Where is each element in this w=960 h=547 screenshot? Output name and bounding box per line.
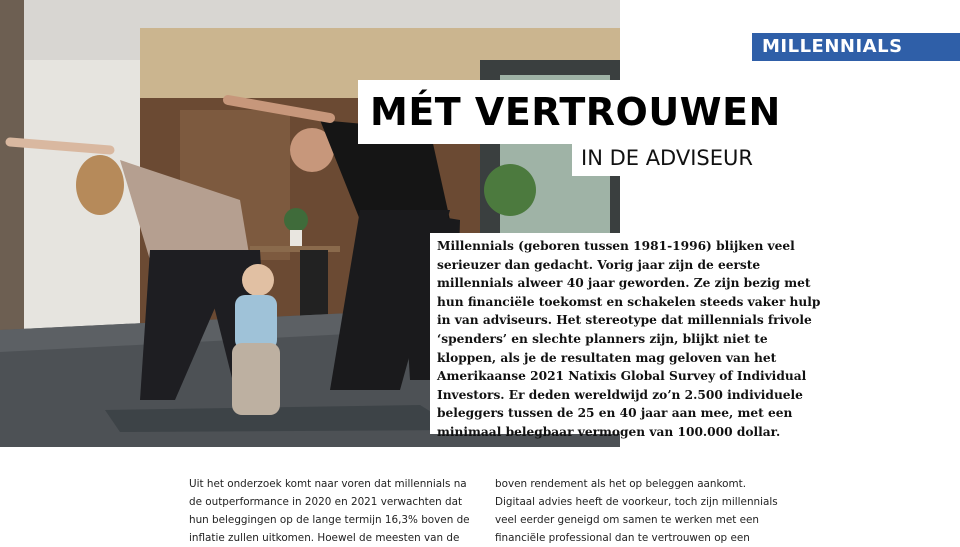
intro-box — [430, 233, 826, 439]
article-intro: Millennials (geboren tussen 1981-1996) blijken veel serieuzer dan gedacht. Vorig jaar zijn de eerste millennials alweer 40 jaar geworden. Ze zijn bezig met hun financiële toekomst en schakelen steeds vaker hulp in van adviseurs. Het stereotype dat millennials frivole ‘spenders’ en slechte planners zijn, blijkt niet te kloppen, als je de resultaten mag geloven van het Amerikaanse 2021 Natixis Global Survey of Individual Investors. Er deden wereldwijd zo’n 2.500 individuele beleggers tussen de 25 en 40 jaar aan mee, met een minimaal belegbaar vermogen van 100.000 dollar. — [437, 239, 821, 439]
section-badge — [752, 33, 960, 61]
subtitle-box — [572, 140, 780, 176]
article-title: MÉT VERTROUWEN — [370, 90, 781, 134]
article-subtitle: IN DE ADVISEUR — [581, 146, 753, 170]
body-column-1: Uit het onderzoek komt naar voren dat millennials na de outperformance in 2020 en 2021 verwachten dat hun beleggingen op de lange termijn 16,3% boven de inflatie zullen uitkomen. Hoewel de meesten van de — [189, 478, 470, 544]
title-box — [358, 80, 780, 144]
section-label: MILLENNIALS — [762, 36, 903, 57]
body-column-2: boven rendement als het op beleggen aankomt. Digitaal advies heeft de voorkeur, toch zijn millennials veel eerder geneigd om samen te werken met een financiële professional dan te vertrouwen op een — [495, 478, 778, 544]
